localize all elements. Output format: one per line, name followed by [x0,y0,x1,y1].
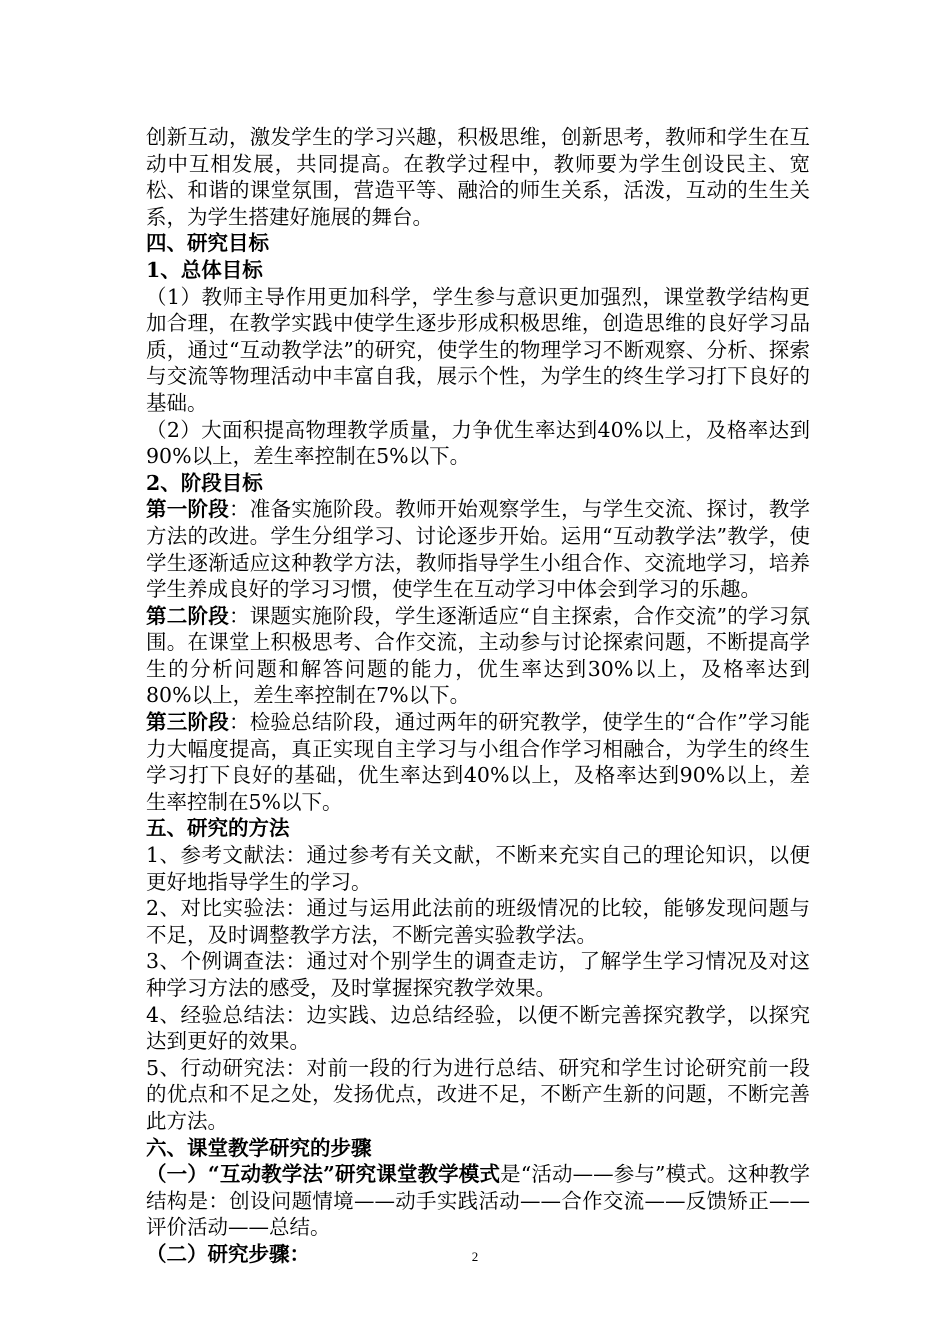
stage-3-label: 第三阶段 [146,710,229,735]
heading-section-4: 四、研究目标 [146,231,269,256]
stage-2-text: ：课题实施阶段，学生逐渐适应“自主探索，合作交流”的学习氛围。在课堂上积极思考、合作交流，主动参与讨论探索问题，不断提高学生的分析问题和解答问题的能力，优生率达到30%以上，及格率达到80%以上，差生率控制在7%以下。 [146,603,811,708]
stage-1-label: 第一阶段 [146,497,230,522]
heading-research-steps: （二）研究步骤： [146,1241,310,1266]
paragraph-stage-3 [146,709,810,815]
document-body [146,124,810,1268]
stage-2-label: 第二阶段 [146,603,229,628]
paragraph-stage-1 [146,496,810,602]
paragraph-method-2: 2、对比实验法：通过与运用此法前的班级情况的比较，能够发现问题与不足，及时调整教学方法，不断完善实验教学法。 [146,896,810,947]
stage-3-text: ：检验总结阶段，通过两年的研究教学，使学生的“合作”学习能力大幅度提高，真正实现自主学习与小组合作学习相融合，为学生的终生学习打下良好的基础，优生率达到40%以上，及格率达到90%以上，差生率控制在5%以下。 [146,710,811,814]
heading-stage-goals: 2、阶段目标 [146,470,263,495]
paragraph-method-3: 3、个例调查法：通过对个别学生的调查走访，了解学生学习情况及对这种学习方法的感受，及时掌握探究教学效果。 [146,949,810,1000]
paragraph-goal-2: （2）大面积提高物理教学质量，力争优生率达到40%以上，及格率达到90%以上，差生率控制在5%以下。 [146,417,810,469]
heading-section-5: 五、研究的方法 [146,816,290,841]
heading-section-6: 六、课堂教学研究的步骤 [146,1135,372,1160]
paragraph-method-1: 1、参考文献法：通过参考有关文献，不断来充实自己的理论知识，以便更好地指导学生的学习。 [146,843,810,894]
paragraph-intro: 创新互动，激发学生的学习兴趣，积极思维，创新思考，教师和学生在互动中互相发展，共同提高。在教学过程中，教师要为学生创设民主、宽松、和谐的课堂氛围，营造平等、融洽的师生关系，活泼，互动的生生关系，为学生搭建好施展的舞台。 [146,125,810,229]
paragraph-goal-1: （1）教师主导作用更加科学，学生参与意识更加强烈，课堂教学结构更加合理，在教学实践中使学生逐步形成积极思维，创造思维的良好学习品质，通过“互动教学法”的研究，使学生的物理学习不断观察、分析、探索与交流等物理活动中丰富自我，展示个性，为学生的终生学习打下良好的基础。 [146,284,810,415]
model-text: 是“活动——参与”模式。这种教学结构是：创设问题情境——动手实践活动——合作交流——反馈矫正——评价活动——总结。 [146,1162,810,1240]
paragraph-model [146,1161,810,1241]
paragraph-method-4: 4、经验总结法：边实践、边总结经验，以便不断完善探究教学，以探究达到更好的效果。 [146,1002,810,1054]
page-number: 2 [471,1249,479,1264]
model-label: （一）“互动教学法”研究课堂教学模式 [146,1162,501,1187]
paragraph-stage-2 [146,603,810,709]
stage-1-text: ：准备实施阶段。教师开始观察学生，与学生交流、探讨，教学方法的改进。学生分组学习、讨论逐步开始。运用“互动教学法”教学，使学生逐渐适应这种教学方法，教师指导学生小组合作、交流地学习，培养学生养成良好的学习习惯，使学生在互动学习中体会到学习的乐趣。 [146,497,811,602]
paragraph-method-5: 5、行动研究法：对前一段的行为进行总结、研究和学生讨论研究前一段的优点和不足之处，发扬优点，改进不足，不断产生新的问题，不断完善此方法。 [146,1055,810,1133]
heading-overall-goal: 1、总体目标 [146,257,263,282]
